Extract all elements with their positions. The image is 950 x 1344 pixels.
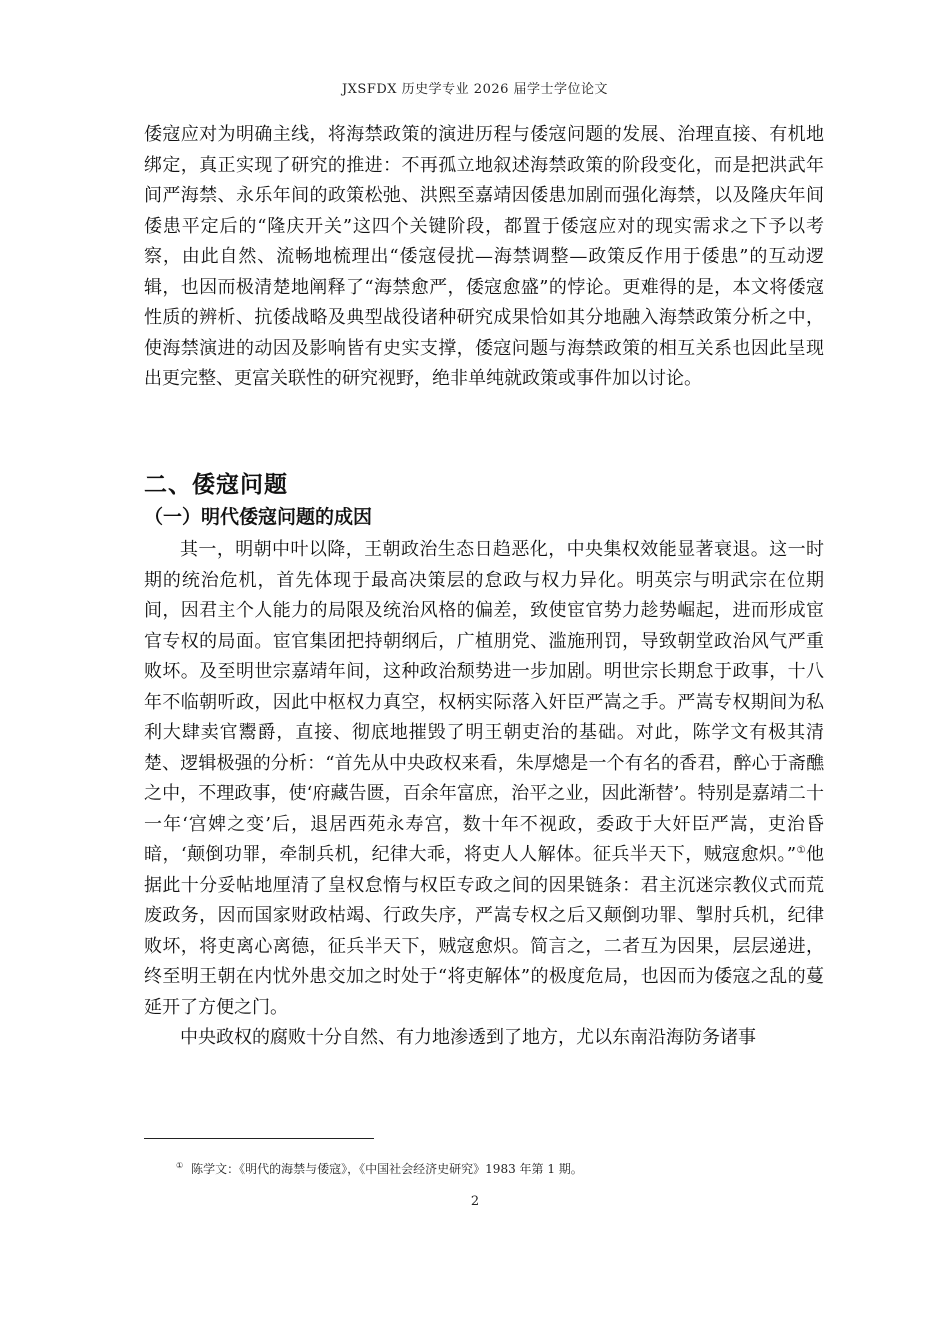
subsection-heading: （一）明代倭寇问题的成因 (144, 506, 373, 528)
main-body (144, 535, 824, 1054)
footnote-mark: ① (176, 1161, 184, 1170)
intro-paragraph (144, 120, 824, 395)
footnote-text: 陈学文：《明代的海禁与倭寇》，《中国社会经济史研究》1983 年第 1 期。 (191, 1162, 583, 1176)
footnote-divider (144, 1138, 374, 1139)
intro-text: 倭寇应对为明确主线，将海禁政策的演进历程与倭寇问题的发展、治理直接、有机地绑定，真正实现了研究的推进：不再孤立地叙述海禁政策的阶段变化，而是把洪武年间严海禁、永乐年间的政策松弛、洪熙至嘉靖因倭患加剧而强化海禁，以及隆庆年间倭患平定后的“隆庆开关”这四个关键阶段，都置于倭寇应对的现实需求之下予以考察，由此自然、流畅地梳理出“倭寇侵扰—海禁调整—政策反作用于倭患”的互动逻辑，也因而极清楚地阐释了“海禁愈严，倭寇愈盛”的悖论。更难得的是，本文将倭寇性质的辨析、抗倭战略及典型战役诸种研究成果恰如其分地融入海禁政策分析之中，使海禁演进的动因及影响皆有史实支撑，倭寇问题与海禁政策的相互关系也因此呈现出更完整、更富关联性的研究视野，绝非单纯就政策或事件加以讨论。 (144, 124, 824, 389)
paragraph-1-text-before-footnote: 其一，明朝中叶以降，王朝政治生态日趋恶化，中央集权效能显著衰退。这一时期的统治危机，首先体现于最高决策层的怠政与权力异化。明英宗与明武宗在位期间，因君主个人能力的局限及统治风格的偏差，致使宦官势力趁势崛起，进而形成宦官专权的局面。宦官集团把持朝纲后，广植朋党、滥施刑罚，导致朝堂政治风气严重败坏。及至明世宗嘉靖年间，这种政治颓势进一步加剧。明世宗长期怠于政事，十八年不临朝听政，因此中枢权力真空，权柄实际落入奸臣严嵩之手。严嵩专权期间为私利大肆卖官鬻爵，直接、彻底地摧毁了明王朝吏治的基础。对此，陈学文有极其清楚、逻辑极强的分析：“首先从中央政权来看，朱厚熜是一个有名的香君，醉心于斋醮之中，不理政事，使‘府藏告匮，百余年富庶，治平之业，因此渐替’。特别是嘉靖二十一年‘宫婢之变’后，退居西苑永寿宫，数十年不视政，委政于大奸臣严嵩，吏治昏暗，‘颠倒功罪，牵制兵机，纪律大乖，将吏人人解体。征兵半天下，贼寇愈炽。” (144, 539, 824, 865)
section-heading: 二、倭寇问题 (144, 472, 288, 498)
running-header: JXSFDX 历史学专业 2026 届学士学位论文 (341, 82, 609, 97)
paragraph-1 (144, 535, 824, 1023)
footnote-reference[interactable]: ① (796, 845, 807, 856)
footnote (176, 1160, 583, 1177)
paragraph-2: 中央政权的腐败十分自然、有力地渗透到了地方，尤以东南沿海防务诸事 (180, 1027, 756, 1048)
paragraph-1-text-after-footnote: 他据此十分妥帖地厘清了皇权怠惰与权臣专政之间的因果链条：君主沉迷宗教仪式而荒废政务，因而国家财政枯竭、行政失序，严嵩专权之后又颠倒功罪、掣肘兵机，纪律败坏，将吏离心离德，征兵半天下，贼寇愈炽。简言之，二者互为因果，层层递进，终至明王朝在内忧外患交加之时处于“将吏解体”的极度危局，也因而为倭寇之乱的蔓延开了方便之门。 (144, 844, 825, 1018)
page-number: 2 (470, 1194, 480, 1209)
